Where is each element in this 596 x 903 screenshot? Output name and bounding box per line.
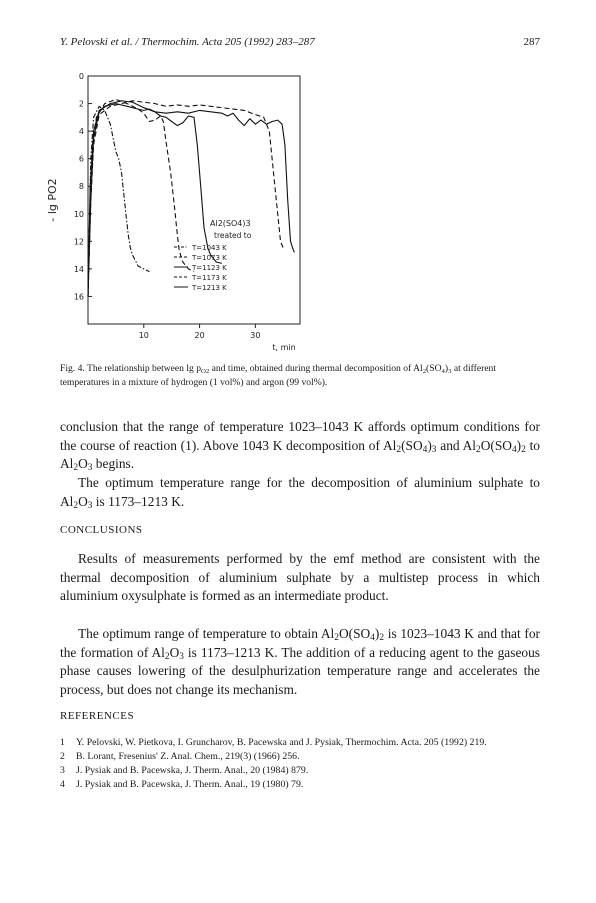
annotation-label: treated to [214, 231, 252, 240]
reference-list [60, 736, 540, 792]
reference-number: 4 [60, 779, 65, 790]
y-axis-label: - lg PO2 [46, 178, 59, 222]
running-head-citation: Y. Pelovski et al. / Thermochim. Acta 205 (1992) 283–287 [60, 36, 315, 48]
x-tick-label: 10 [138, 331, 149, 340]
y-tick-label: 2 [78, 99, 84, 109]
body-paragraph-3: Results of measurements performed by the emf method are consistent with the thermal decomposition of aluminium sulphate by a multistep process in which aluminium oxysulphate is formed as an intermediate product. [60, 551, 540, 604]
body-paragraph-1: conclusion that the range of temperature 1023–1043 K affords optimum conditions for the course of reaction (1). Above 1043 K decomposition of $Al_2(SO_4)_3$ and $Al_2O(SO_4)_2$ to $Al_2O_3$ begins. [60, 419, 541, 474]
conclusions-heading: CONCLUSIONS [60, 524, 143, 536]
page-number: 287 [523, 36, 540, 48]
y-tick-label: 12 [73, 237, 84, 247]
legend-label: T=1073 K [192, 254, 227, 262]
y-tick-label: 6 [78, 154, 84, 164]
x-tick-label: 30 [250, 331, 261, 340]
references-heading: REFERENCES [60, 710, 135, 722]
reference-number: 3 [60, 765, 65, 776]
legend-label: T=1043 K [192, 244, 227, 252]
reference-text: J. Pysiak and B. Pacewska, J. Therm. Anal., 19 (1980) 79. [76, 779, 304, 790]
reference-text: J. Pysiak and B. Pacewska, J. Therm. Anal., 20 (1984) 879. [76, 765, 309, 776]
reference-number: 2 [60, 751, 65, 762]
body-paragraph-2: The optimum temperature range for the decomposition of aluminium sulphate to $Al_2O_3$ is 1173–1213 K. [60, 475, 540, 511]
y-tick-label: 10 [73, 209, 84, 219]
series-line [88, 106, 149, 296]
x-axis-label: t, min [272, 343, 296, 352]
legend-label: T=1213 K [192, 284, 227, 292]
y-tick-label: 0 [78, 72, 84, 81]
y-tick-label: 14 [73, 264, 84, 274]
x-tick-label: 20 [194, 331, 205, 340]
running-head [60, 36, 540, 52]
body-paragraph-4: The optimum range of temperature to obtain $Al_2O(SO_4)_2$ is 1023–1043 K and that for the formation of $Al_2O_3$ is 1173–1213 K. The addition of a reducing agent to the gaseous phase causes lowering of the desulphurization temperature range and accelerates the process, but does not change its mechanism. [60, 626, 540, 697]
reference-number: 1 [60, 737, 65, 748]
y-tick-label: 8 [78, 182, 84, 192]
legend-label: T=1173 K [192, 274, 227, 282]
reference-text: B. Lorant, Fresenius' Z. Anal. Chem., 219(3) (1966) 256. [76, 751, 300, 762]
reference-text: Y. Pelovski, W. Pietkova, I. Gruncharov, B. Pacewska and J. Pysiak, Thermochim. Acta. 205 (1992) 219. [76, 737, 487, 748]
legend-label: T=1123 K [192, 264, 227, 272]
y-tick-label: 4 [78, 127, 84, 137]
figure-chart [40, 66, 350, 356]
reference-item [60, 750, 540, 764]
annotation-label: Al2(SO4)3 [210, 219, 251, 228]
figure-caption: Fig. 4. The relationship between $\lg p_{O2}$ and time, obtained during thermal decomposition of $Al_2(SO_4)_3$ at different temperatures in a mixture of hydrogen (1 vol%) and argon (99 vol%). [60, 363, 497, 388]
reference-item [60, 764, 540, 778]
reference-item [60, 778, 540, 792]
y-tick-label: 16 [73, 292, 84, 302]
reference-item [60, 736, 540, 750]
